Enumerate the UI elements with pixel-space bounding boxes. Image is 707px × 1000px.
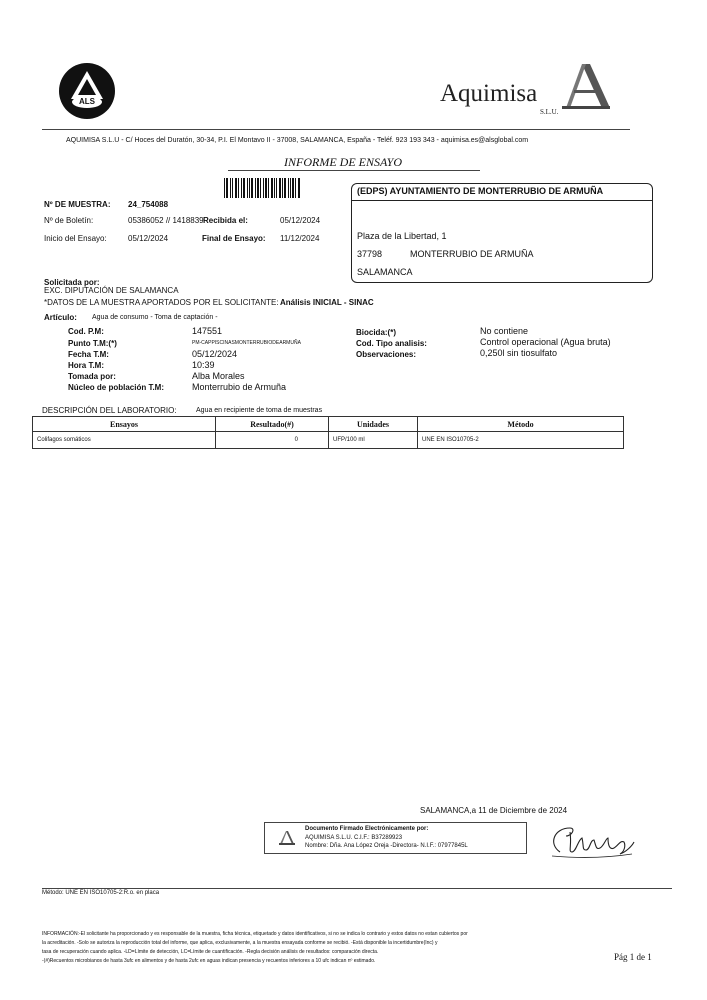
results-table <box>32 416 624 449</box>
table-header: Resultado(#) <box>216 417 329 432</box>
table-cell: UNE EN ISO10705-2 <box>418 432 624 449</box>
inicio-value: 05/12/2024 <box>128 234 169 243</box>
als-logo <box>58 62 116 120</box>
place-date: SALAMANCA,a 11 de Diciembre de 2024 <box>420 806 568 815</box>
muestra-value: 24_754088 <box>128 200 169 209</box>
client-name-divider <box>352 200 652 201</box>
detail-right-value: Control operacional (Agua bruta) <box>480 337 611 347</box>
solicitada-value: EXC. DIPUTACIÓN DE SALAMANCA <box>44 286 179 295</box>
boletin-value: 05386052 // 1418839 <box>128 216 204 225</box>
header-divider <box>42 129 630 130</box>
detail-right-value: 0,250l sin tiosulfato <box>480 348 558 358</box>
client-name: (EDPS) AYUNTAMIENTO DE MONTERRUBIO DE ARMUÑA <box>357 186 604 196</box>
detail-value: 10:39 <box>192 360 215 370</box>
detail-value: Alba Morales <box>192 371 245 381</box>
als-logo-text: ALS <box>79 97 95 106</box>
recibida-label: Recibida el: <box>203 216 248 225</box>
datos-label: *DATOS DE LA MUESTRA APORTADOS POR EL SOLICITANTE: <box>44 298 279 307</box>
table-header: Unidades <box>329 417 418 432</box>
detail-value: Monterrubio de Armuña <box>192 382 287 392</box>
boletin-label: Nº de Boletín: <box>44 216 94 225</box>
detail-right-label: Observaciones: <box>356 350 417 359</box>
detail-right-value: No contiene <box>480 326 529 336</box>
client-province: SALAMANCA <box>357 267 413 277</box>
handwritten-signature-icon <box>546 822 638 860</box>
table-row <box>33 432 624 449</box>
handwritten-signature <box>546 822 638 860</box>
articulo-value: Agua de consumo - Toma de captación - <box>92 314 218 321</box>
aquimisa-logo <box>560 62 612 110</box>
table-header-row <box>33 417 624 432</box>
inicio-label: Inicio del Ensayo: <box>44 234 107 243</box>
footer-info-line: -(#)Recuentos microbianos de hasta 3ufc en alimentos y de hasta 2ufc en aguas indican presencia y recuentos inferiores a 10 ufc indican nº estimado. <box>42 958 376 964</box>
descripcion-label: DESCRIPCIÓN DEL LABORATORIO: <box>42 406 177 415</box>
table-header: Método <box>418 417 624 432</box>
signature-signer: Nombre: Dña. Ana López Oreja -Directora- N.I.F.: 07977845L <box>305 843 468 849</box>
detail-label: Tomada por: <box>68 372 116 381</box>
detail-value: PM-CAPPISCINASMONTERRUBIODEARMUÑA <box>192 340 301 346</box>
barcode <box>224 178 300 198</box>
page-number: Pág 1 de 1 <box>614 952 652 962</box>
detail-label: Punto T.M:(*) <box>68 339 117 348</box>
detail-value: 05/12/2024 <box>192 349 238 359</box>
als-logo-icon <box>58 62 116 120</box>
recibida-value: 05/12/2024 <box>280 216 321 225</box>
table-cell: UFP/100 ml <box>329 432 418 449</box>
brand-sub: S.L.U. <box>540 108 559 116</box>
barcode-icon <box>224 178 300 198</box>
solicitada-label: Solicitada por: <box>44 278 100 287</box>
final-value: 11/12/2024 <box>280 234 320 243</box>
final-label: Final de Ensayo: <box>202 234 266 243</box>
detail-label: Núcleo de población T.M: <box>68 383 165 392</box>
datos-value: Análisis INICIAL - SINAC <box>280 298 374 307</box>
detail-right-label: Cod. Tipo analisis: <box>356 339 427 348</box>
title-underline <box>228 170 480 171</box>
brand-name: Aquimisa <box>440 80 538 107</box>
footer-metodo: Método: UNE EN ISO10705-2:R.o. en placa <box>42 890 160 896</box>
client-postal-code: 37798 <box>357 249 383 259</box>
muestra-label: Nº DE MUESTRA: <box>44 200 111 209</box>
signature-company: AQUIMISA S.L.U. C.I.F.: B37289923 <box>305 835 403 841</box>
signature-doc-title: Documento Firmado Electrónicamente por: <box>305 826 429 832</box>
table-cell: 0 <box>216 432 329 449</box>
articulo-label: Artículo: <box>44 313 77 322</box>
detail-value: 147551 <box>192 326 223 336</box>
descripcion-value: Agua en recipiente de toma de muestras <box>196 407 323 414</box>
report-title: INFORME DE ENSAYO <box>284 155 402 169</box>
detail-right-label: Biocida:(*) <box>356 328 396 337</box>
client-address: Plaza de la Libertad, 1 <box>357 231 447 241</box>
client-city: MONTERRUBIO DE ARMUÑA <box>410 249 534 259</box>
aquimisa-a-icon <box>560 62 612 110</box>
company-address: AQUIMISA S.L.U - C/ Hoces del Duratón, 30-34, P.I. El Montavo II - 37008, SALAMANCA, España - Teléf. 923 193 343 - aquimisa.es@alsglobal.com <box>66 137 529 144</box>
table-cell: Colifagos somáticos <box>33 432 216 449</box>
detail-label: Fecha T.M: <box>68 350 109 359</box>
footer-info-line: tasa de recuperación cuando aplica. -LD=Límite de detección, LC=Límite de cuantificación. -Regla decisión análisis de resultados: comparación directa. <box>42 949 379 955</box>
aquimisa-mini-logo-icon <box>279 831 295 845</box>
footer-divider <box>42 888 672 889</box>
client-box <box>351 183 653 283</box>
footer-info-line: INFORMACIÓN:-El solicitante ha proporcionado y es responsable de la muestra, ficha técnica, etiquetado y datos identificativos, si no se indica lo contrario y estos datos no estan cubiertos por <box>42 931 468 937</box>
table-header: Ensayos <box>33 417 216 432</box>
footer-info-line: la acreditación. -Solo se autoriza la reproducción total del informe, que aplica, exclusivamente, a la muestra ensayada conforme se recibió. -Está disponible la incertidumbre(Inc) y <box>42 940 438 946</box>
detail-label: Cod. P.M: <box>68 327 104 336</box>
detail-label: Hora T.M: <box>68 361 104 370</box>
electronic-signature-box <box>264 822 527 854</box>
